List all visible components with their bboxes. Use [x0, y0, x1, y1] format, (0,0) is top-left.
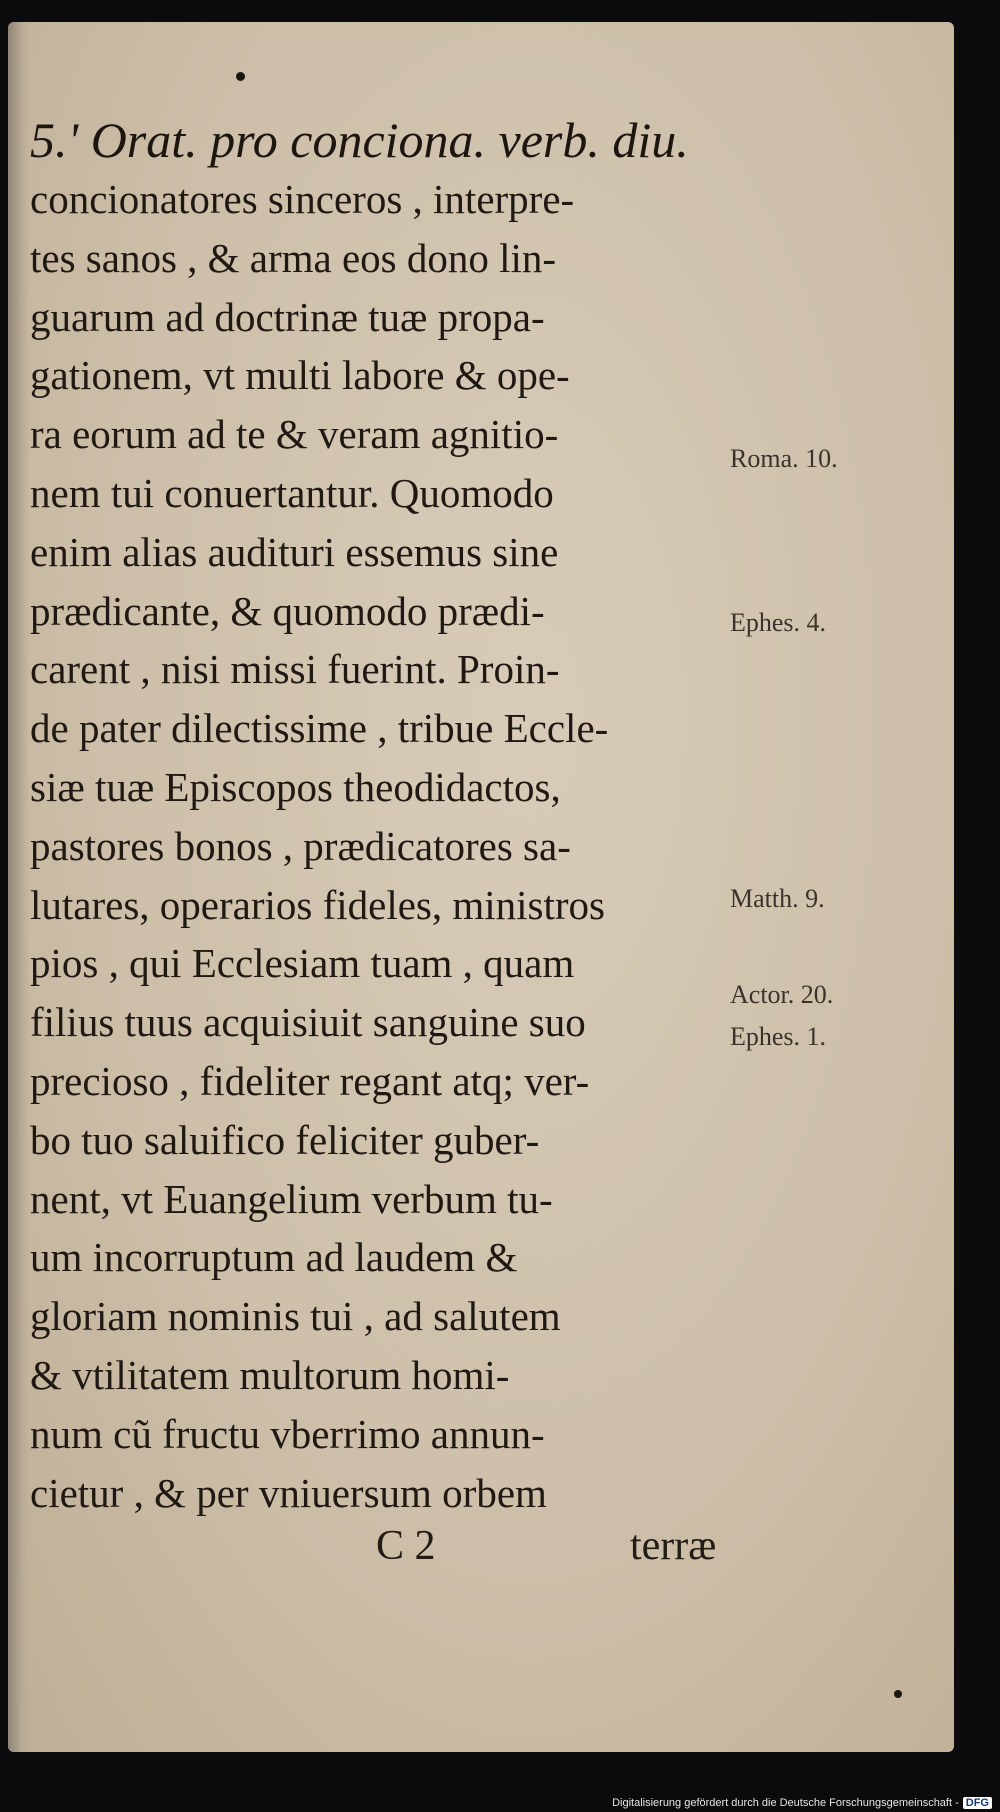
text-line: gloriam nominis tui , ad salutem [30, 1293, 561, 1340]
text-line: filius tuus acquisiuit sanguine suo [30, 999, 586, 1046]
text-line: prædicante, & quomodo prædi- [30, 587, 545, 634]
text-line: bo tuo saluifico feliciter guber- [30, 1116, 540, 1163]
text-line: precioso , fideliter regant atq; ver- [30, 1057, 590, 1104]
running-header: 5.' Orat. pro conciona. verb. diu. [30, 112, 689, 168]
margin-note-matth: Matth. 9. [730, 884, 825, 913]
text-line: & vtilitatem multorum homi- [30, 1351, 510, 1398]
text-line: concionatores sinceros , interpre- [30, 176, 575, 222]
text-line: enim alias audituri essemus sine [30, 528, 559, 575]
text-line: carent , nisi missi fuerint. Proin- [30, 646, 560, 693]
margin-note-roma: Roma. 10. [730, 444, 838, 473]
text-line: de pater dilectissime , tribue Eccle- [30, 705, 609, 752]
text-line: pastores bonos , prædicatores sa- [30, 822, 571, 869]
text-line: nem tui conuertantur. Quomodo [30, 469, 554, 516]
text-line: num cũ fructu vberrimo annun- [30, 1410, 545, 1457]
ink-mark [894, 1690, 902, 1698]
ink-mark [236, 72, 245, 81]
text-line: guarum ad doctrinæ tuæ propa- [30, 293, 545, 340]
body-text [30, 170, 730, 1522]
text-line: tes sanos , & arma eos dono lin- [30, 234, 557, 281]
page-gutter-shadow [8, 22, 30, 1752]
text-line: cietur , & per vniuersum orbem [30, 1469, 547, 1516]
book-page [8, 22, 954, 1752]
text-line: nent, vt Euangelium verbum tu- [30, 1175, 553, 1222]
catchword: terræ [630, 1523, 717, 1569]
margin-note-ephes-1: Ephes. 1. [730, 1022, 827, 1051]
text-line: siæ tuæ Episcopos theodidactos, [30, 763, 561, 810]
text-line: lutares, operarios fideles, ministros [30, 881, 606, 928]
margin-note-ephes-4: Ephes. 4. [730, 608, 827, 637]
digitization-credit [612, 1797, 992, 1809]
signature-mark: C 2 [376, 1523, 436, 1569]
text-line: um incorruptum ad laudem & [30, 1234, 518, 1281]
text-line: pios , qui Ecclesiam tuam , quam [30, 940, 575, 987]
credit-text: Digitalisierung gefördert durch die Deutsche Forschungsgemeinschaft - [612, 1797, 959, 1809]
dfg-logo: DFG [963, 1797, 992, 1809]
margin-note-actor: Actor. 20. [730, 980, 834, 1009]
text-line: gationem, vt multi labore & ope- [30, 352, 570, 399]
text-line: ra eorum ad te & veram agnitio- [30, 411, 559, 458]
